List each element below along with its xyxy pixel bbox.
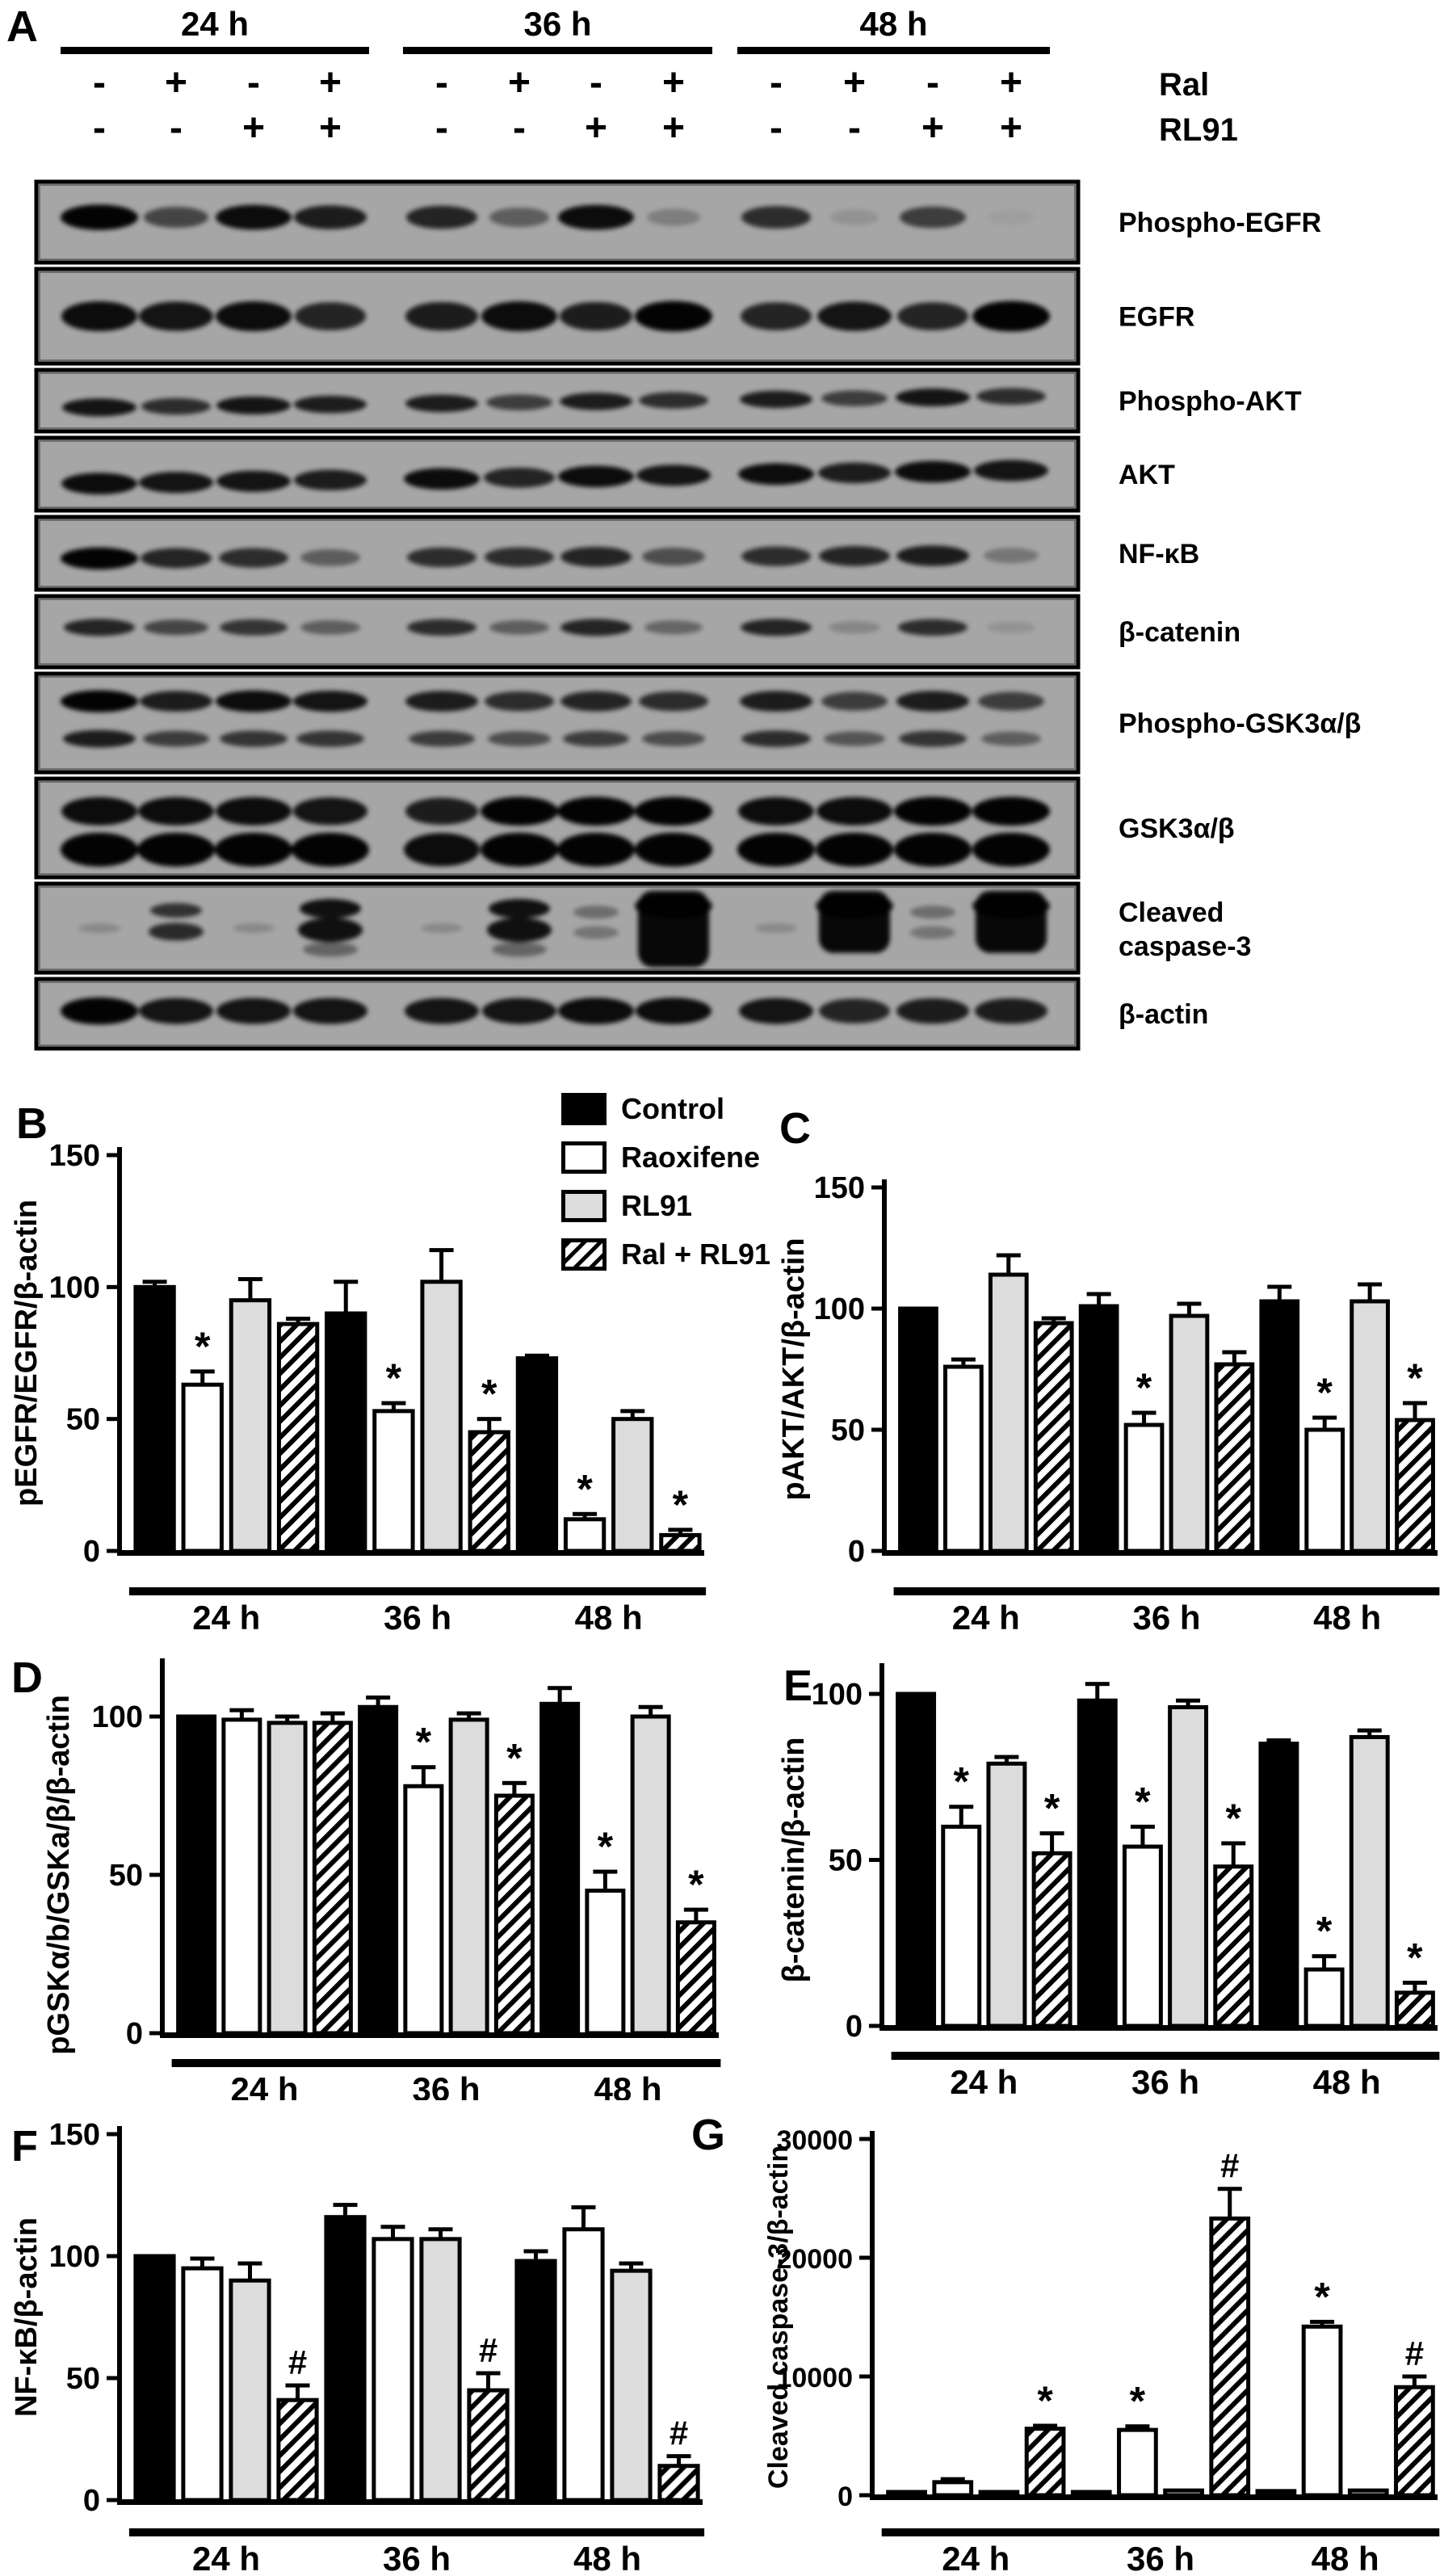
treatment-sign: + (921, 107, 945, 149)
bar-gray (1350, 2490, 1387, 2495)
significance-marker: # (669, 2414, 689, 2452)
y-tick-label: 100 (48, 1271, 100, 1305)
bar-hatch (1026, 2429, 1064, 2495)
time-group-label: 24 h (180, 5, 250, 43)
significance-marker: * (1316, 1908, 1333, 1954)
bar-open (943, 1826, 980, 2026)
x-group-label: 24 h (942, 2540, 1010, 2576)
x-group-underline (129, 2528, 323, 2536)
bar-hatch (1396, 1993, 1433, 2026)
treatment-sign: - (435, 61, 448, 104)
legend-item-label: Control (621, 1092, 724, 1125)
x-group-label: 24 h (191, 2540, 261, 2576)
western-blot-panel (0, 0, 1444, 1074)
x-group-label: 36 h (1131, 2063, 1200, 2100)
significance-marker: * (195, 1323, 211, 1369)
treatment-sign: - (170, 107, 183, 149)
y-axis-title: β-catenin/β-actin (777, 1737, 811, 1983)
significance-marker: * (481, 1371, 497, 1417)
x-group-underline (535, 2059, 721, 2067)
x-group-label: 48 h (1312, 2063, 1381, 2100)
y-tick-label: 30000 (776, 2125, 853, 2156)
significance-marker: * (597, 1824, 614, 1870)
bar-open (934, 2482, 972, 2495)
bar-gray (422, 2239, 460, 2500)
bar-solid (1261, 1301, 1298, 1551)
bar-hatch (1397, 1420, 1434, 1551)
panel-g-letter: G (691, 2111, 726, 2159)
significance-marker: * (506, 1735, 523, 1781)
bar-open (565, 1519, 603, 1551)
significance-marker: * (1314, 2274, 1330, 2320)
significance-marker: # (288, 2343, 308, 2382)
y-tick-label: 50 (65, 2362, 100, 2396)
blot-row (36, 884, 1078, 973)
blot-row (36, 370, 1078, 431)
x-group-label: 24 h (192, 1599, 261, 1637)
treatment-sign: + (999, 107, 1023, 149)
bar-hatch (1215, 1867, 1252, 2026)
bar-hatch (1396, 2387, 1434, 2495)
bar-solid (136, 1287, 174, 1551)
x-group-underline (1251, 2528, 1439, 2536)
bar-gray (632, 1717, 669, 2033)
y-axis-line (870, 2131, 875, 2498)
x-group-underline (1066, 2528, 1254, 2536)
blot-label: Phospho-AKT (1119, 386, 1302, 417)
significance-marker: * (953, 1759, 969, 1805)
bar-gray (1165, 2490, 1203, 2495)
x-group-label: 36 h (383, 1599, 452, 1637)
chart-panel-d (0, 1648, 727, 2100)
bar-open (1119, 2430, 1156, 2495)
significance-marker: * (1225, 1795, 1241, 1841)
bar-gray (990, 1275, 1026, 1551)
y-tick-label: 100 (48, 2240, 100, 2274)
treatment-sign: + (507, 61, 531, 104)
significance-marker: * (1407, 1355, 1423, 1401)
blot-label: β-catenin (1119, 617, 1241, 648)
blot-row (36, 596, 1078, 667)
treatment-sign: + (661, 61, 686, 104)
panel-d-letter: D (11, 1654, 43, 1702)
bar-open (1307, 1430, 1343, 1551)
panel-c-letter: C (779, 1104, 811, 1153)
bar-gray (1351, 1737, 1387, 2026)
blot-label: Phospho-EGFR (1119, 208, 1322, 238)
bar-solid (542, 1704, 578, 2033)
bar-hatch (469, 2390, 507, 2500)
panel-f-letter: F (11, 2122, 38, 2170)
bar-solid (136, 2256, 174, 2500)
x-group-label: 36 h (1132, 1599, 1201, 1637)
bar-solid (1073, 2492, 1110, 2495)
y-axis-title: Cleaved caspase-3/β-actin (763, 2145, 794, 2490)
x-group-underline (1074, 1587, 1258, 1595)
time-group-underline (403, 47, 712, 54)
blot-label: caspase-3 (1119, 931, 1252, 962)
bar-open (405, 1786, 442, 2033)
significance-marker: * (1037, 2378, 1053, 2424)
bar-solid (360, 1707, 397, 2033)
y-axis-line (879, 1663, 884, 2028)
x-group-underline (1254, 2052, 1439, 2060)
treatment-sign: - (926, 61, 939, 104)
significance-marker: * (688, 1862, 704, 1908)
bar-gray (614, 1419, 652, 1551)
bar-open (587, 1891, 623, 2033)
blot-row (36, 674, 1078, 772)
bar-gray (269, 1723, 305, 2033)
y-tick-label: 0 (845, 2010, 863, 2044)
y-tick-label: 100 (811, 1678, 863, 1712)
bar-hatch (470, 1432, 508, 1551)
bar-open (1126, 1425, 1162, 1551)
bar-hatch (1216, 1364, 1253, 1551)
y-tick-label: 100 (813, 1292, 865, 1326)
y-axis-title: pEGFR/EGFR/β-actin (10, 1200, 44, 1507)
x-group-underline (354, 2059, 539, 2067)
y-tick-label: 50 (828, 1843, 863, 1878)
bar-open (1124, 1847, 1161, 2026)
treatment-sign: - (848, 107, 861, 149)
bar-solid (900, 1309, 937, 1551)
treatment-sign: - (590, 61, 602, 104)
significance-marker: # (478, 2330, 498, 2369)
x-group-underline (511, 1587, 706, 1595)
y-axis-title: pAKT/AKT/β-actin (777, 1238, 811, 1501)
bar-solid (518, 1359, 556, 1551)
significance-marker: * (577, 1466, 593, 1512)
bar-gray (989, 1763, 1025, 2026)
bar-solid (1081, 1306, 1117, 1551)
y-tick-label: 10000 (776, 2363, 853, 2393)
blot-film (36, 674, 1078, 772)
time-group-label: 36 h (523, 5, 592, 43)
significance-marker: * (1135, 1365, 1152, 1410)
chart-panel-g (711, 2092, 1444, 2576)
treatment-sign: + (318, 61, 342, 104)
treatment-label: RL91 (1159, 112, 1238, 148)
y-axis-title: pGSKα/b/GSKa/β/β-actin (42, 1695, 76, 2055)
bar-gray (422, 1282, 460, 1551)
panel-b-letter: B (16, 1099, 48, 1148)
blot-row (36, 979, 1078, 1048)
blot-label: β-actin (1119, 999, 1209, 1030)
blot-row (36, 438, 1078, 511)
blot-label: Cleaved (1119, 897, 1224, 928)
y-tick-label: 0 (125, 2017, 143, 2051)
bar-gray (231, 1301, 269, 1551)
x-group-underline (129, 1587, 324, 1595)
significance-marker: * (1316, 1370, 1333, 1415)
blot-label: GSK3α/β (1119, 813, 1235, 844)
significance-marker: * (672, 1481, 689, 1528)
blot-label: EGFR (1119, 301, 1195, 333)
y-tick-label: 150 (48, 2118, 100, 2152)
bar-gray (451, 1720, 487, 2033)
treatment-sign: + (999, 61, 1023, 104)
bar-open (1306, 1969, 1342, 2026)
bar-open (183, 2268, 221, 2500)
bar-solid (326, 2217, 364, 2500)
blot-label: Phospho-GSK3α/β (1119, 708, 1362, 739)
treatment-sign: - (93, 61, 106, 104)
x-group-label: 48 h (573, 2540, 642, 2576)
chart-panel-f (0, 2092, 727, 2576)
bar-hatch (660, 2466, 698, 2500)
chart-panel-b (0, 1074, 727, 1656)
blot-row (36, 779, 1078, 877)
time-group-underline (61, 47, 369, 54)
bar-hatch (496, 1796, 532, 2033)
treatment-sign: - (247, 61, 260, 104)
time-group-underline (737, 47, 1050, 54)
y-tick-label: 50 (108, 1859, 143, 1893)
bar-solid (1079, 1700, 1115, 2026)
x-group-underline (172, 2059, 358, 2067)
y-axis-line (882, 1179, 887, 1553)
treatment-sign: - (435, 107, 448, 149)
treatment-label: Ral (1159, 67, 1210, 103)
significance-marker: * (415, 1719, 432, 1765)
x-group-label: 48 h (594, 2070, 662, 2100)
bar-gray (1352, 1301, 1388, 1551)
bar-open (374, 2239, 412, 2500)
y-tick-label: 50 (830, 1414, 865, 1448)
panel-a-letter: A (6, 2, 38, 51)
significance-marker: * (385, 1355, 402, 1401)
legend-item-label: RL91 (621, 1189, 693, 1222)
bar-open (946, 1367, 982, 1551)
x-group-label: 48 h (574, 1599, 643, 1637)
bar-solid (1261, 1744, 1297, 2026)
y-tick-label: 20000 (776, 2244, 853, 2275)
blot-row (36, 182, 1078, 263)
bar-hatch (1211, 2218, 1249, 2495)
bar-hatch (279, 1324, 317, 1551)
x-group-underline (894, 1587, 1078, 1595)
x-group-underline (320, 2528, 514, 2536)
bar-hatch (314, 1723, 351, 2033)
chart-panel-e (711, 1648, 1444, 2100)
bar-solid (178, 1717, 215, 2033)
x-group-label: 24 h (951, 1599, 1020, 1637)
x-group-underline (510, 2528, 704, 2536)
x-group-label: 36 h (1126, 2540, 1195, 2576)
bar-gray (612, 2271, 650, 2500)
blot-row (36, 517, 1078, 590)
x-group-label: 36 h (382, 2540, 451, 2576)
treatment-sign: - (93, 107, 106, 149)
bar-open (183, 1385, 221, 1551)
bar-hatch (1035, 1323, 1072, 1551)
y-tick-label: 150 (813, 1171, 865, 1205)
x-group-underline (321, 1587, 515, 1595)
blot-label: AKT (1119, 460, 1175, 490)
treatment-sign: + (842, 61, 867, 104)
treatment-sign: - (770, 107, 783, 149)
bar-solid (888, 2492, 926, 2495)
y-tick-label: 0 (82, 2484, 100, 2518)
bar-open (224, 1720, 260, 2033)
legend-item-label: Raoxifene (621, 1141, 761, 1174)
bar-hatch (1034, 1853, 1070, 2026)
treatment-sign: - (513, 107, 526, 149)
panel-a-canvas (0, 0, 1444, 1074)
bar-gray (231, 2280, 269, 2500)
significance-marker: * (1043, 1785, 1060, 1831)
bar-open (375, 1411, 413, 1551)
y-tick-label: 0 (837, 2481, 853, 2512)
x-group-label: 36 h (412, 2070, 481, 2100)
time-group-label: 48 h (859, 5, 928, 43)
blot-row (36, 269, 1078, 363)
x-group-underline (882, 2528, 1070, 2536)
bar-hatch (279, 2400, 317, 2500)
significance-marker: * (1135, 1779, 1151, 1825)
y-tick-label: 100 (91, 1700, 143, 1734)
significance-marker: * (1129, 2378, 1146, 2424)
bar-gray (1170, 1707, 1207, 2026)
bar-solid (327, 1313, 365, 1551)
bar-solid (898, 1694, 934, 2026)
treatment-sign: + (661, 107, 686, 149)
x-group-underline (1255, 1587, 1439, 1595)
treatment-sign: + (241, 107, 266, 149)
y-tick-label: 50 (65, 1402, 100, 1437)
x-group-underline (1073, 2052, 1257, 2060)
chart-panel-c (711, 1074, 1444, 1656)
x-group-label: 48 h (1313, 1599, 1382, 1637)
significance-marker: # (1404, 2334, 1425, 2372)
x-group-underline (892, 2052, 1077, 2060)
bar-gray (1171, 1316, 1207, 1551)
significance-marker: * (1407, 1935, 1423, 1981)
treatment-sign: - (770, 61, 783, 104)
panel-e-letter: E (783, 1662, 813, 1710)
significance-marker: # (1220, 2146, 1240, 2185)
legend-item-label: Ral + RL91 (621, 1238, 771, 1271)
y-tick-label: 0 (847, 1535, 865, 1569)
treatment-sign: + (584, 107, 608, 149)
bar-solid (1257, 2491, 1295, 2495)
bar-solid (517, 2261, 555, 2500)
bar-hatch (678, 1923, 714, 2033)
y-tick-label: 0 (82, 1535, 100, 1569)
y-tick-label: 150 (48, 1139, 100, 1173)
x-group-label: 24 h (230, 2070, 299, 2100)
bar-open (565, 2229, 602, 2500)
x-group-label: 48 h (1311, 2540, 1379, 2576)
x-group-label: 24 h (950, 2063, 1018, 2100)
y-axis-line (117, 2126, 122, 2502)
treatment-sign: + (164, 61, 188, 104)
y-axis-line (117, 1147, 122, 1553)
treatment-sign: + (318, 107, 342, 149)
bar-gray (980, 2492, 1018, 2495)
bar-open (1303, 2326, 1341, 2495)
bar-hatch (661, 1535, 699, 1551)
y-axis-title: NF-κB/β-actin (10, 2217, 44, 2418)
blot-label: NF-κB (1119, 539, 1200, 569)
